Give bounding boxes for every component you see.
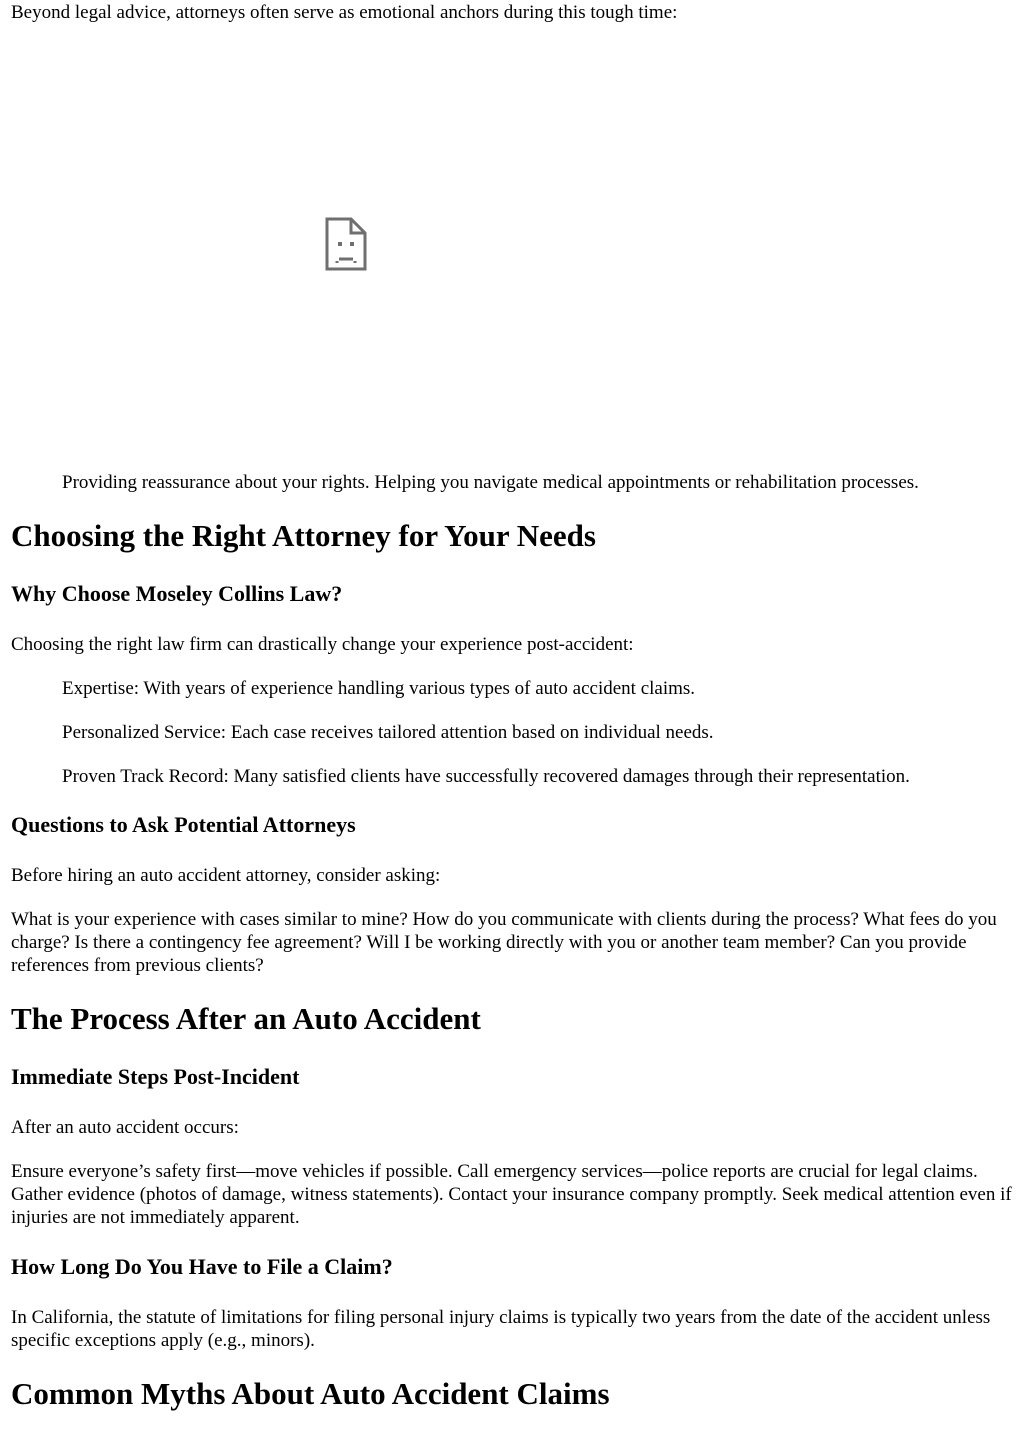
why-choose-item-expertise: Expertise: With years of experience handling various types of auto accident claims. bbox=[62, 678, 696, 699]
why-choose-item-track-record: Proven Track Record: Many satisfied clients have successfully recovered damages through their representation. bbox=[62, 766, 910, 787]
broken-image-icon bbox=[324, 216, 368, 272]
immediate-steps-intro: After an auto accident occurs: bbox=[11, 1117, 239, 1138]
reassurance-text: Providing reassurance about your rights. Helping you navigate medical appointments or rehabilitation processes. bbox=[62, 472, 919, 493]
why-choose-intro: Choosing the right law firm can drastically change your experience post-accident: bbox=[11, 634, 634, 655]
subheading-immediate-steps: Immediate Steps Post-Incident bbox=[11, 1064, 300, 1089]
subheading-file-claim: How Long Do You Have to File a Claim? bbox=[11, 1254, 393, 1279]
file-claim-paragraph: In California, the statute of limitations for filing personal injury claims is typically two years from the date of the accident unless specific exceptions apply (e.g., minors). bbox=[11, 1307, 991, 1351]
subheading-questions: Questions to Ask Potential Attorneys bbox=[11, 812, 356, 837]
intro-paragraph: Beyond legal advice, attorneys often serve as emotional anchors during this tough time: bbox=[11, 2, 678, 23]
subheading-why-choose: Why Choose Moseley Collins Law? bbox=[11, 581, 343, 606]
immediate-steps-paragraph: Ensure everyone’s safety first—move vehicles if possible. Call emergency services—police reports are crucial for legal claims. Gather evidence (photos of damage, witness statements). Contact your insurance company promptly. Seek medical attention even if injuries are not immediately apparent. bbox=[11, 1161, 1012, 1228]
section-heading-choosing: Choosing the Right Attorney for Your Needs bbox=[11, 518, 596, 553]
questions-paragraph: What is your experience with cases similar to mine? How do you communicate with clients during the process? What fees do you charge? Is there a contingency fee agreement? Will I be working directly with you or another team member? Can you provide references from previous clients? bbox=[11, 909, 997, 976]
questions-intro: Before hiring an auto accident attorney, consider asking: bbox=[11, 865, 441, 886]
why-choose-item-personalized-service: Personalized Service: Each case receives tailored attention based on individual needs. bbox=[62, 722, 714, 743]
section-heading-process: The Process After an Auto Accident bbox=[11, 1001, 481, 1036]
section-heading-myths: Common Myths About Auto Accident Claims bbox=[11, 1376, 610, 1411]
